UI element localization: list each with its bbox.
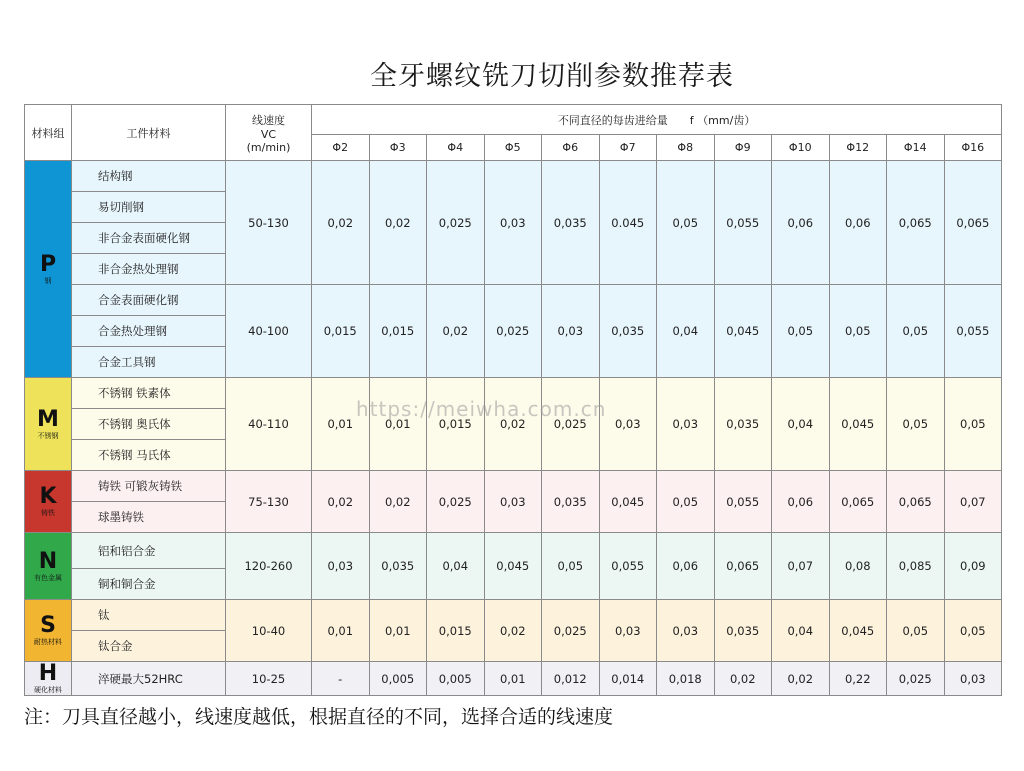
feed-value: 0,06 [657,533,715,600]
cutting-speed: 10-40 [226,600,312,662]
feed-value: 0,035 [542,161,600,285]
material-name: 非合金表面硬化钢 [72,223,226,254]
table-row [25,533,1002,569]
material-group-letter: M [37,406,59,432]
material-group-s [25,600,72,662]
table-row [25,600,1002,631]
cutting-speed: 50-130 [226,161,312,285]
feed-value: 0.045 [599,161,657,285]
material-group-p [25,161,72,378]
feed-value: 0,055 [714,161,772,285]
feed-value: 0,02 [714,662,772,696]
feed-value: 0,065 [944,161,1002,285]
feed-value: 0,01 [312,600,370,662]
feed-value: 0,05 [657,471,715,533]
material-name: 铜和铜合金 [72,569,226,600]
feed-value: 0,055 [944,285,1002,378]
feed-value: 0,05 [887,285,945,378]
material-name: 球墨铸铁 [72,502,226,533]
feed-value: 0,05 [944,600,1002,662]
cutting-speed: 120-260 [226,533,312,600]
cutting-parameter-table [24,104,1002,696]
feed-value: 0,015 [312,285,370,378]
feed-value: 0,045 [599,471,657,533]
feed-value: 0,04 [427,533,485,600]
header-speed-line3: (m/min) [246,140,291,154]
feed-value: 0,03 [542,285,600,378]
feed-value: 0,22 [829,662,887,696]
material-group-letter: H [38,661,58,686]
feed-value: 0,04 [772,378,830,471]
material-group-label: 有色金属 [34,573,62,582]
header-diameter: Φ2 [312,135,370,161]
cutting-speed: 40-100 [226,285,312,378]
watermark: https://meiwha.com.cn [356,397,607,421]
material-group-n [25,533,72,600]
feed-value: 0,018 [657,662,715,696]
material-group-label: 耐热材料 [34,638,62,646]
feed-value: 0,01 [369,600,427,662]
table-row [25,285,1002,316]
header-speed-line1: 线速度 [252,113,285,127]
table-row [25,471,1002,502]
feed-value: 0,09 [944,533,1002,600]
feed-value: 0,045 [829,600,887,662]
feed-value: 0,025 [427,471,485,533]
material-name: 合金热处理钢 [72,316,226,347]
material-name: 不锈钢 奥氏体 [72,409,226,440]
feed-value: 0,02 [312,471,370,533]
material-name: 结构钢 [72,161,226,192]
material-name: 不锈钢 铁素体 [72,378,226,409]
cutting-speed: 10-25 [226,662,312,696]
feed-value: 0,03 [657,378,715,471]
material-group-h [25,662,72,696]
feed-value: 0,06 [772,471,830,533]
feed-value: 0,05 [944,378,1002,471]
feed-value: 0,014 [599,662,657,696]
header-diameter: Φ8 [657,135,715,161]
material-group-label: 硬化材料 [34,686,62,694]
feed-value: 0,035 [714,600,772,662]
header-diameter: Φ5 [484,135,542,161]
feed-value: 0,05 [887,600,945,662]
feed-value: 0,03 [484,471,542,533]
feed-value: 0,015 [369,285,427,378]
material-name: 铝和铝合金 [72,533,226,569]
feed-value: 0,045 [714,285,772,378]
feed-value: 0,02 [369,161,427,285]
feed-value: 0,07 [772,533,830,600]
header-diameter: Φ14 [887,135,945,161]
header-speed-line2: VC [260,127,277,141]
material-group-label: 铸铁 [41,509,55,517]
material-group-letter: S [40,613,56,638]
page-title: 全牙螺纹铣刀切削参数推荐表 [370,61,734,92]
feed-value: 0,05 [829,285,887,378]
feed-value: 0,025 [542,600,600,662]
feed-value: 0,06 [772,161,830,285]
feed-value: 0,065 [887,471,945,533]
material-name: 钛 [72,600,226,631]
header-feed: 不同直径的每齿进给量 f （mm/齿） [312,105,1002,135]
feed-value: 0,07 [944,471,1002,533]
material-name: 淬硬最大52HRC [72,662,226,696]
material-group-letter: N [38,548,58,574]
feed-value: 0,055 [714,471,772,533]
header-diameter: Φ10 [772,135,830,161]
feed-value: 0,02 [369,471,427,533]
feed-value: 0,03 [657,600,715,662]
feed-value: 0,065 [714,533,772,600]
material-name: 铸铁 可锻灰铸铁 [72,471,226,502]
feed-value: 0,035 [599,285,657,378]
header-diameter: Φ16 [944,135,1002,161]
header-group: 材料组 [25,105,72,161]
material-group-letter: P [39,251,57,277]
feed-value: 0,025 [887,662,945,696]
cutting-speed: 75-130 [226,471,312,533]
material-name: 易切削钢 [72,192,226,223]
feed-value: 0,025 [484,285,542,378]
feed-value: 0,065 [887,161,945,285]
feed-value: 0,012 [542,662,600,696]
table-row [25,662,1002,696]
header-material: 工件材料 [72,105,226,161]
feed-value: 0,025 [542,378,600,471]
feed-value: 0,085 [887,533,945,600]
material-name: 合金表面硬化钢 [72,285,226,316]
feed-value: 0,015 [427,378,485,471]
feed-value: 0,03 [484,161,542,285]
feed-value: 0,045 [484,533,542,600]
material-name: 合金工具钢 [72,347,226,378]
header-diameter: Φ4 [427,135,485,161]
feed-value: 0,03 [944,662,1002,696]
table-row [25,161,1002,192]
feed-value: 0,05 [657,161,715,285]
feed-value: 0,05 [887,378,945,471]
feed-value: 0,015 [427,600,485,662]
feed-value: 0,045 [829,378,887,471]
header-diameter: Φ9 [714,135,772,161]
header-diameter: Φ6 [542,135,600,161]
feed-value: 0,03 [599,378,657,471]
feed-value: 0,025 [427,161,485,285]
header-diameter: Φ7 [599,135,657,161]
material-name: 钛合金 [72,631,226,662]
material-group-label: 钢 [44,276,52,285]
material-group-m [25,378,72,471]
feed-value: 0,02 [484,600,542,662]
feed-value: 0,04 [772,600,830,662]
feed-value: 0,08 [829,533,887,600]
header-speed [226,105,312,161]
feed-value: 0,005 [427,662,485,696]
feed-value: 0,05 [772,285,830,378]
table-row [25,378,1002,409]
feed-value: 0,01 [312,378,370,471]
feed-value: 0,035 [369,533,427,600]
cutting-speed: 40-110 [226,378,312,471]
material-group-label: 不锈钢 [37,431,59,440]
feed-value: 0,005 [369,662,427,696]
feed-value: 0,03 [312,533,370,600]
feed-value: 0,05 [542,533,600,600]
header-diameter: Φ12 [829,135,887,161]
feed-value: 0,02 [772,662,830,696]
feed-value: 0,02 [312,161,370,285]
feed-value: 0,065 [829,471,887,533]
feed-value: 0,04 [657,285,715,378]
feed-value: 0,06 [829,161,887,285]
feed-value: 0,055 [599,533,657,600]
header-diameter: Φ3 [369,135,427,161]
material-group-letter: K [39,484,57,509]
material-name: 不锈钢 马氏体 [72,440,226,471]
feed-value: 0,02 [484,378,542,471]
feed-value: 0,01 [369,378,427,471]
material-group-k [25,471,72,533]
feed-value: 0,01 [484,662,542,696]
feed-value: 0,035 [542,471,600,533]
footnote: 注：刀具直径越小，线速度越低，根据直径的不同，选择合适的线速度 [24,706,614,728]
feed-value: 0,035 [714,378,772,471]
feed-value: 0,02 [427,285,485,378]
feed-value: - [312,662,370,696]
material-name: 非合金热处理钢 [72,254,226,285]
feed-value: 0,03 [599,600,657,662]
